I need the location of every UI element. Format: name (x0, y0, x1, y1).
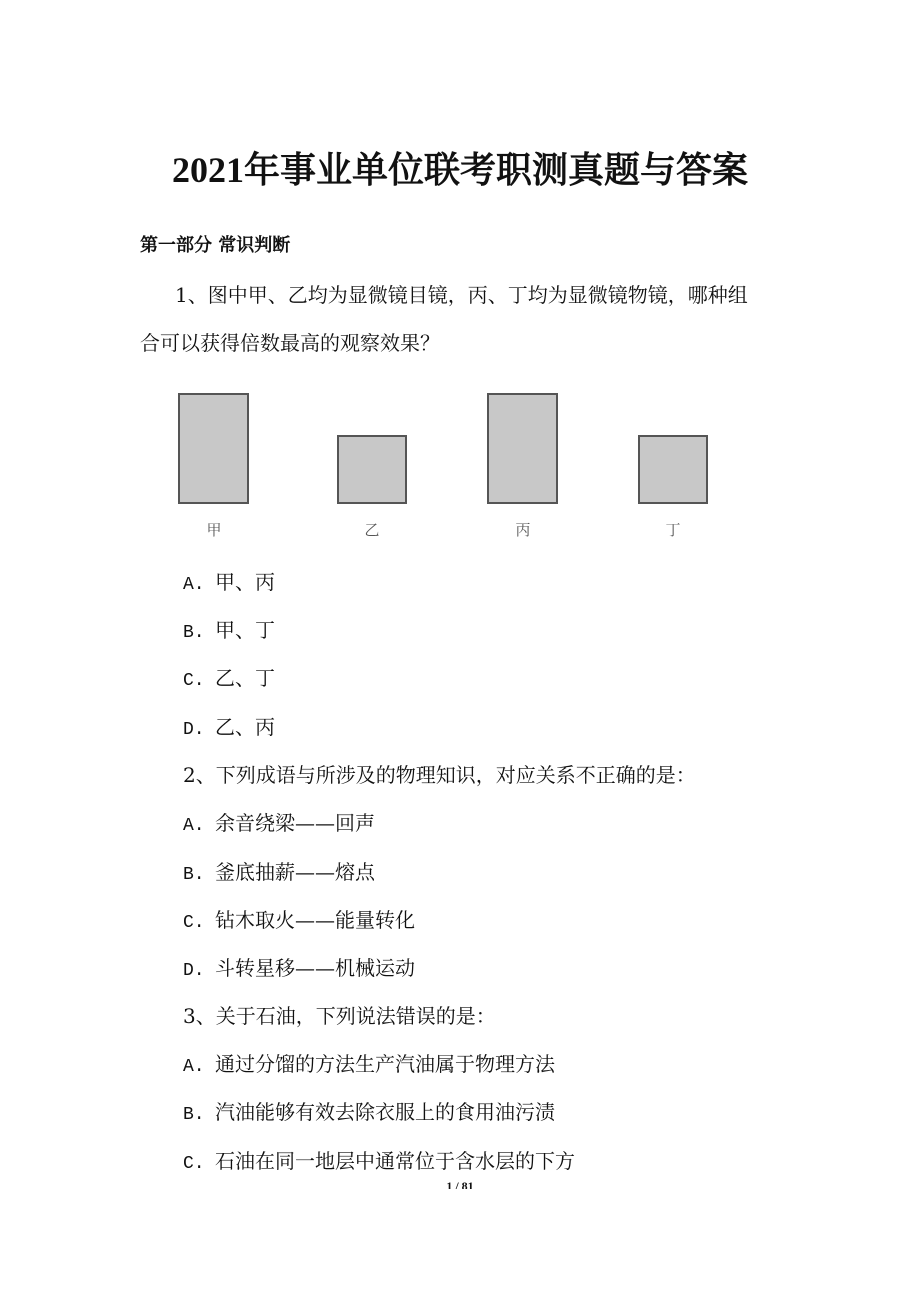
question-1-stem-line1: 1、图中甲、乙均为显微镜目镜，丙、丁均为显微镜物镜，哪种组 (175, 283, 748, 307)
question-3-stem: 3、关于石油，下列说法错误的是： (183, 1004, 496, 1028)
question-2-option-d (183, 953, 415, 986)
option-text: 钻木取火——能量转化 (215, 908, 415, 932)
option-key: B. (183, 623, 205, 643)
section-heading: 第一部分 常识判断 (140, 235, 291, 256)
lens-label-yi: 乙 (364, 521, 380, 539)
option-text: 乙、丁 (215, 666, 275, 690)
option-key: B. (183, 865, 205, 885)
lens-label-jia: 甲 (206, 521, 222, 539)
question-2-option-c (183, 905, 415, 938)
question-2-stem: 2、下列成语与所涉及的物理知识，对应关系不正确的是： (183, 763, 696, 787)
lens-jia-eyepiece (178, 393, 249, 504)
option-text: 汽油能够有效去除衣服上的食用油污渍 (215, 1100, 555, 1124)
option-key: C. (183, 671, 205, 691)
document-title: 2021年事业单位联考职测真题与答案 (171, 150, 748, 190)
option-text: 石油在同一地层中通常位于含水层的下方 (215, 1149, 575, 1173)
question-1-option-b (183, 615, 275, 648)
lens-label-bing: 丙 (515, 521, 531, 539)
lens-yi-eyepiece (337, 435, 407, 504)
option-text: 乙、丙 (215, 715, 275, 739)
question-3-option-b (183, 1097, 555, 1130)
option-key: D. (183, 961, 205, 981)
option-key: D. (183, 720, 205, 740)
question-2-option-b (183, 857, 375, 890)
question-2-option-a (183, 808, 375, 841)
option-text: 釜底抽薪——熔点 (215, 860, 375, 884)
question-1-stem-line2: 合可以获得倍数最高的观察效果？ (140, 331, 440, 355)
page-number: 1 / 81 (446, 1179, 474, 1189)
option-text: 通过分馏的方法生产汽油属于物理方法 (215, 1052, 555, 1076)
question-1-option-c (183, 663, 275, 696)
option-text: 甲、丙 (215, 570, 275, 594)
option-text: 余音绕梁——回声 (215, 811, 375, 835)
option-text: 甲、丁 (215, 618, 275, 642)
lens-label-ding: 丁 (665, 521, 681, 539)
option-text: 斗转星移——机械运动 (215, 956, 415, 980)
option-key: A. (183, 575, 205, 595)
question-3-option-a (183, 1049, 555, 1082)
option-key: C. (183, 1154, 205, 1174)
option-key: C. (183, 913, 205, 933)
option-key: A. (183, 816, 205, 836)
lens-bing-objective (487, 393, 558, 504)
question-3-option-c (183, 1146, 575, 1179)
lens-ding-objective (638, 435, 708, 504)
question-1-option-d (183, 712, 275, 745)
option-key: B. (183, 1105, 205, 1125)
question-1-option-a (183, 567, 275, 600)
option-key: A. (183, 1057, 205, 1077)
